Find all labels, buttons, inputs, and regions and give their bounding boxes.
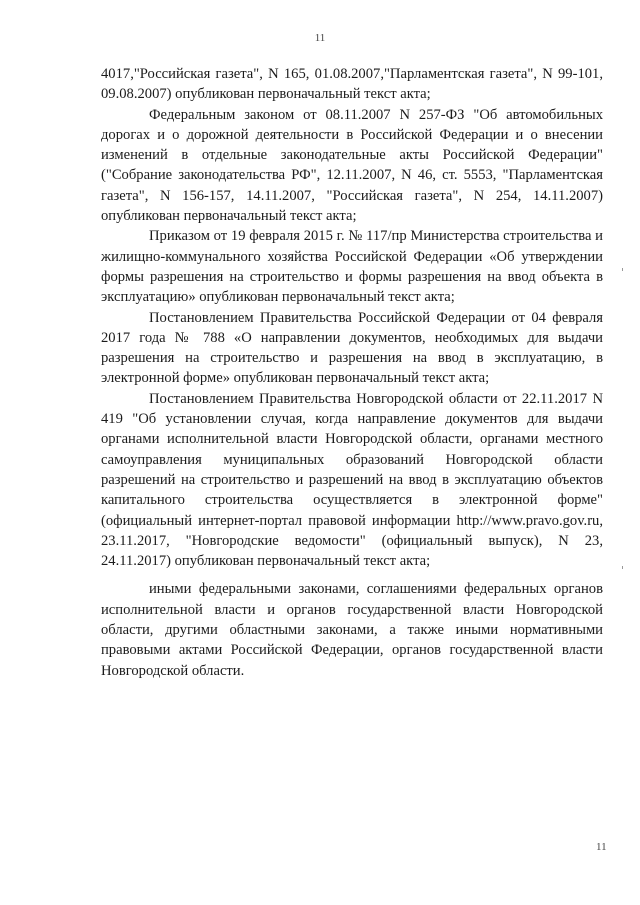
paragraph-continuation: 4017,"Российская газета", N 165, 01.08.2007,"Парламентская газета", N 99-101, 09.08.2007) опубликован первоначальный текст акта; — [101, 66, 603, 103]
paragraph-resolution-788: Постановлением Правительства Российской Федерации от 04 февраля 2017 года № 788 «О направлении документов, необходимых для выдачи разрешения на строительство и разрешения на ввод в эксплуатацию, в электронной форме» опубликован первоначальный текст акта; — [101, 309, 603, 387]
document-body — [101, 64, 603, 681]
page-number-top: 11 — [314, 32, 326, 44]
scan-margin-mark — [622, 566, 623, 569]
page-number-bottom: 11 — [596, 841, 607, 853]
paragraph-federal-law-257: Федеральным законом от 08.11.2007 N 257-ФЗ "Об автомобильных дорогах и о дорожной деятельности в Российской Федерации и о внесении изменений в отдельные законодательные акты Российской Федерации" ("Собрание законодательства РФ", 12.11.2007, N 46, ст. 5553, "Парламентская газета", N 156-157, 14.11.2007, "Российская газета", N 254, 14.11.2007) опубликован первоначальный текст акта; — [101, 106, 603, 225]
scan-margin-mark — [622, 268, 623, 271]
paragraph-resolution-419: Постановлением Правительства Новгородской области от 22.11.2017 N 419 "Об установлении случая, когда направление документов для выдачи органами исполнительной власти Новгородской области, органами местного самоуправления муниципальных образований Новгородской области разрешений на строительство и разрешений на ввод в эксплуатацию объектов капитального строительства осуществляется в электронной форме" (официальный интернет-портал правовой информации http://www.pravo.gov.ru, 23.11.2017, "Новгородские ведомости" (официальный выпуск), N 23, 24.11.2017) опубликован первоначальный текст акта; — [101, 390, 603, 570]
paragraph-other-acts: иными федеральными законами, соглашениями федеральных органов исполнительной власти и органов государственной власти Новгородской области, другими областными законами, а также иными нормативными правовыми актами Российской Федерации, органов государственной власти Новгородской области. — [101, 581, 603, 679]
paragraph-order-117: Приказом от 19 февраля 2015 г. № 117/пр Министерства строительства и жилищно-коммунального хозяйства Российской Федерации «Об утверждении формы разрешения на строительство и формы разрешения на ввод объекта в эксплуатацию» опубликован первоначальный текст акта; — [101, 228, 603, 306]
